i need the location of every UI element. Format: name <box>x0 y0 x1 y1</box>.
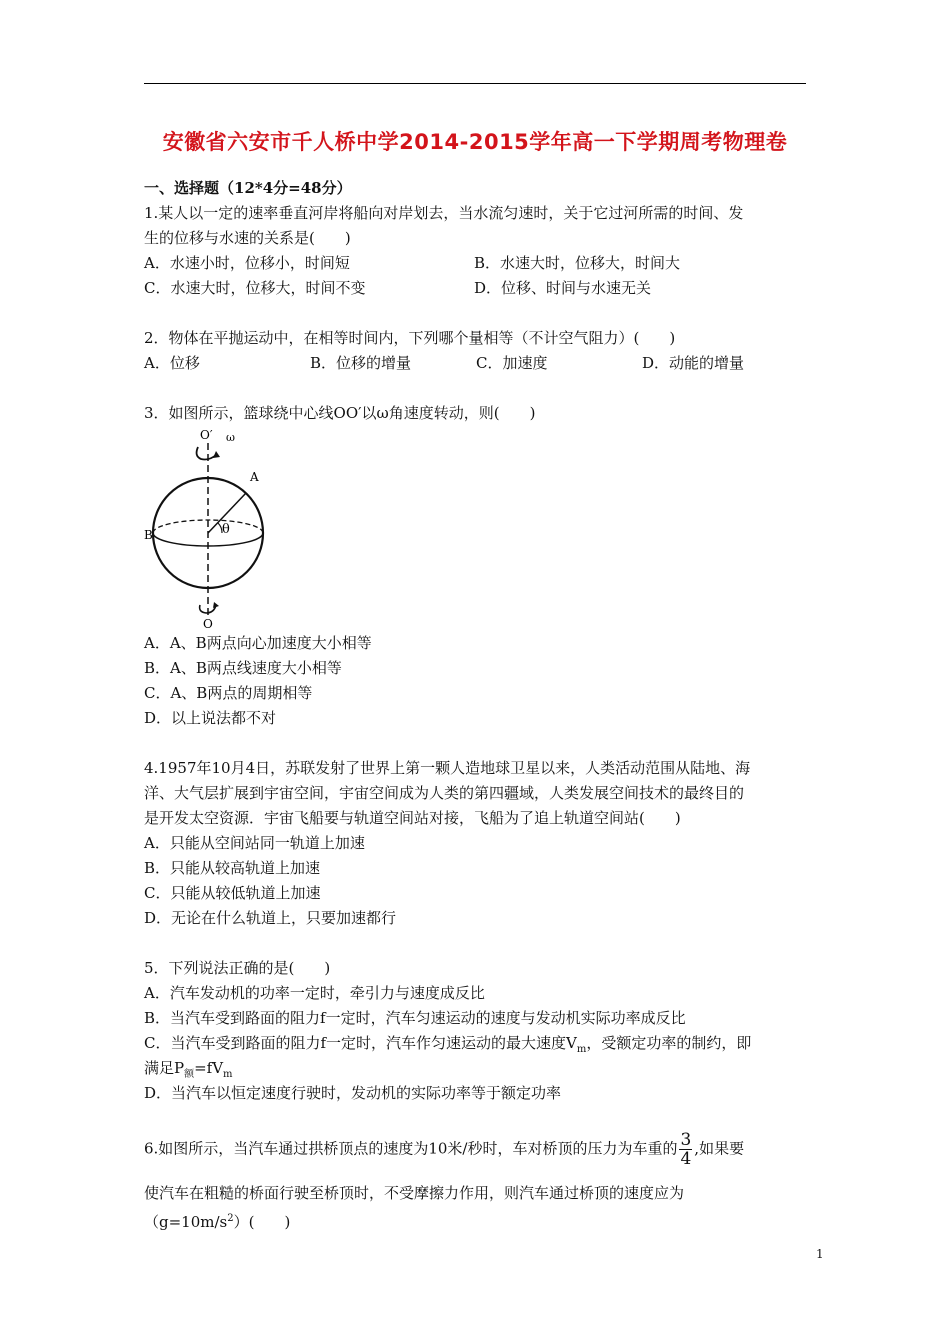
question-4-option-b: B．只能从较高轨道上加速 <box>144 859 321 877</box>
question-5-option-b: B．当汽车受到路面的阻力f一定时，汽车匀速运动的速度与发动机实际功率成反比 <box>144 1009 686 1027</box>
question-1-option-d: D．位移、时间与水速无关 <box>474 279 652 297</box>
page-number: 1 <box>816 1247 824 1261</box>
exam-content <box>144 176 808 1231</box>
question-5-option-c-subscript: m <box>576 1044 587 1055</box>
question-2 <box>144 326 808 376</box>
question-6-stem-line-3 <box>144 1206 808 1231</box>
question-5-stem: 5．下列说法正确的是( ) <box>144 959 331 977</box>
question-1-option-c: C．水速大时，位移大，时间不变 <box>144 279 366 297</box>
question-1 <box>144 201 808 301</box>
question-3-option-a: A．A、B两点向心加速度大小相等 <box>144 634 372 652</box>
question-5 <box>144 956 808 1106</box>
rotation-arrowhead-top <box>213 451 220 458</box>
question-1-option-b: B．水速大时，位移大，时间大 <box>474 254 681 272</box>
basketball-figure <box>144 429 284 629</box>
question-4-option-c: C．只能从较低轨道上加速 <box>144 884 321 902</box>
question-6-answer-blank: ）( ) <box>233 1213 291 1231</box>
question-6-gravity: （g=10m/s <box>144 1213 228 1231</box>
question-5-option-a: A．汽车发动机的功率一定时，牵引力与速度成反比 <box>144 984 485 1002</box>
fraction-numerator: 3 <box>680 1130 692 1150</box>
question-2-option-a: A．位移 <box>144 354 200 372</box>
label-point-a: A <box>250 470 259 484</box>
question-6-stem-text: 6.如图所示，当汽车通过拱桥顶点的速度为10米/秒时，车对桥顶的压力为车重的 <box>144 1139 678 1158</box>
question-4-stem-line-2: 洋、大气层扩展到宇宙空间，宇宙空间成为人类的第四疆域，人类发展空间技术的最终目的 <box>144 784 745 802</box>
question-6-gravity-exponent: 2 <box>227 1213 234 1224</box>
question-4-stem-line-1: 4.1957年10月4日，苏联发射了世界上第一颗人造地球卫星以来，人类活动范围从陆地、海 <box>144 759 751 777</box>
question-3-option-d: D．以上说法都不对 <box>144 709 277 727</box>
label-o-prime: O′ <box>200 429 213 442</box>
question-5-option-c-text: C．当汽车受到路面的阻力f一定时，汽车作匀速运动的最大速度V <box>144 1034 577 1052</box>
question-3-option-b: B．A、B两点线速度大小相等 <box>144 659 342 677</box>
fraction-denominator: 4 <box>680 1149 692 1169</box>
label-o: O <box>203 617 213 629</box>
rotation-arrow-top <box>197 447 216 460</box>
question-2-option-d: D．动能的增量 <box>642 354 745 372</box>
question-5-option-c-line-2 <box>144 1056 808 1081</box>
label-omega: ω <box>226 431 235 444</box>
question-5-option-c-line-1 <box>144 1031 808 1056</box>
page-title: 安徽省六安市千人桥中学2014-2015学年高一下学期周考物理卷 <box>162 130 788 154</box>
question-4-option-a: A．只能从空间站同一轨道上加速 <box>144 834 365 852</box>
basketball-diagram <box>144 429 284 629</box>
question-4 <box>144 756 808 931</box>
question-2-option-c: C．加速度 <box>476 354 548 372</box>
question-4-option-d: D．无论在什么轨道上，只要加速都行 <box>144 909 397 927</box>
question-6 <box>144 1131 808 1231</box>
label-theta: θ <box>222 522 230 537</box>
question-1-option-a: A．水速小时，位移小，时间短 <box>144 254 350 272</box>
question-6-stem-line-1 <box>144 1131 808 1181</box>
header-rule <box>144 83 806 84</box>
question-5-formula-fv: =fV <box>194 1059 224 1077</box>
question-3 <box>144 401 808 731</box>
question-5-option-c-tail: ，受额定功率的制约，即 <box>586 1034 752 1052</box>
question-4-stem-line-3: 是开发太空资源．宇宙飞船要与轨道空间站对接，飞船为了追上轨道空间站( ) <box>144 809 681 827</box>
question-2-option-b: B．位移的增量 <box>310 354 412 372</box>
question-5-option-d: D．当汽车以恒定速度行驶时，发动机的实际功率等于额定功率 <box>144 1084 562 1102</box>
question-5-formula-sub-rated: 额 <box>184 1069 195 1080</box>
question-5-formula-sub-m: m <box>223 1069 233 1080</box>
question-1-stem-line-2: 生的位移与水速的关系是( ) <box>144 229 351 247</box>
question-1-stem-line-1: 1.某人以一定的速率垂直河岸将船向对岸划去，当水流匀速时，关于它过河所需的时间、发 <box>144 204 744 222</box>
question-3-option-c: C．A、B两点的周期相等 <box>144 684 313 702</box>
question-2-stem: 2．物体在平抛运动中，在相等时间内，下列哪个量相等（不计空气阻力）( ) <box>144 329 676 347</box>
question-5-formula-p: 满足P <box>144 1059 185 1077</box>
question-6-stem-tail: ,如果要 <box>694 1139 745 1158</box>
section-title: 一、选择题（12*4分=48分） <box>144 179 352 197</box>
question-3-stem: 3．如图所示，篮球绕中心线OO′以ω角速度转动，则( ) <box>144 404 536 422</box>
label-point-b: B <box>144 528 153 542</box>
question-6-stem-line-2: 使汽车在粗糙的桥面行驶至桥顶时，不受摩擦力作用，则汽车通过桥顶的速度应为 <box>144 1184 685 1202</box>
fraction-three-quarters <box>679 1131 692 1168</box>
